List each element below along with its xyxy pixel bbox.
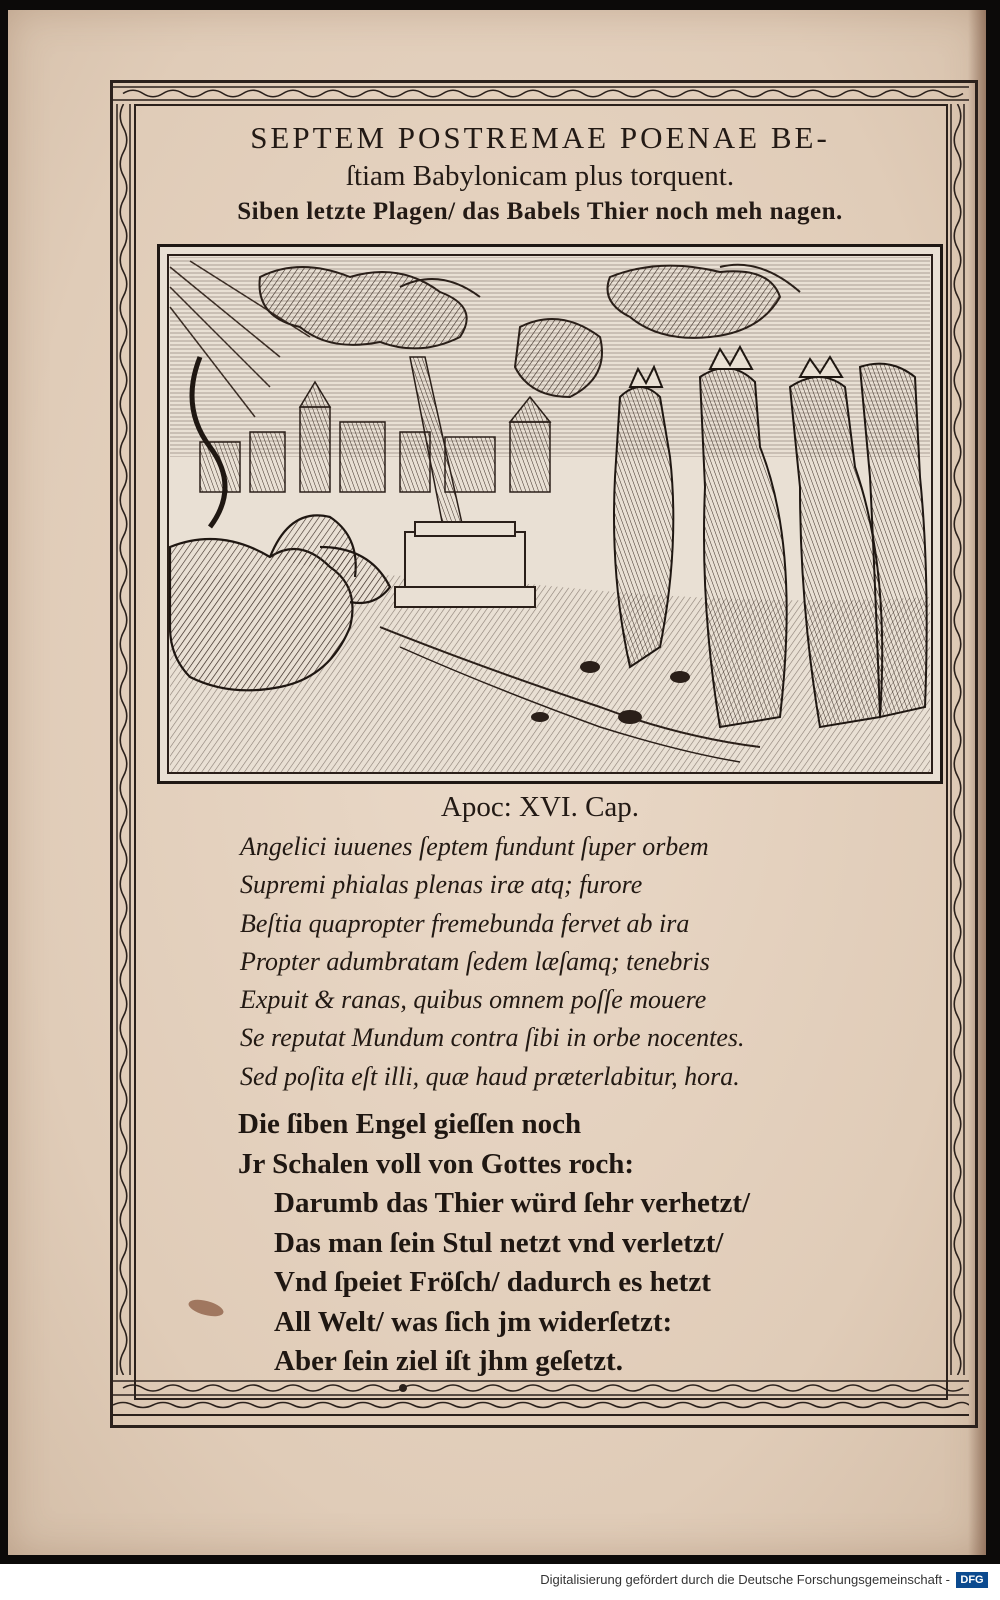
latin-verse-block bbox=[240, 828, 890, 1096]
title-line-3-german: Siben letzte Plagen/ das Babels Thier noch meh nagen. bbox=[237, 198, 843, 225]
funding-credit: Digitalisierung gefördert durch die Deutsche Forschungsgemeinschaft - bbox=[540, 1572, 950, 1587]
latin-verse-line: Sed poſita eſt illi, quæ haud præterlabitur, hora. bbox=[240, 1061, 740, 1091]
chapter-heading: Apoc: XVI. Cap. bbox=[440, 791, 640, 823]
latin-verse-line: Propter adumbratam ſedem læſamq; tenebris bbox=[240, 946, 710, 976]
german-verse-block bbox=[238, 1104, 888, 1381]
german-verse-line: Die ſiben Engel gieſſen noch bbox=[238, 1108, 582, 1140]
latin-verse-line: Supremi phialas plenas iræ atq; furore bbox=[240, 870, 643, 900]
german-verse-line: Vnd ſpeiet Fröſch/ dadurch es hetzt bbox=[274, 1266, 711, 1298]
german-verse-line: Jr Schalen voll von Gottes roch: bbox=[238, 1147, 635, 1180]
latin-verse-line: Beſtia quapropter fremebunda fervet ab ira bbox=[240, 908, 690, 938]
german-verse-line: Darumb das Thier würd ſehr verhetzt/ bbox=[274, 1187, 751, 1219]
dfg-logo-icon[interactable]: DFG bbox=[956, 1572, 988, 1588]
woodcut-illustration bbox=[157, 244, 943, 784]
german-verse-line: Das man ſein Stul netzt vnd verletzt/ bbox=[274, 1226, 724, 1259]
footer-bar bbox=[0, 1564, 1000, 1600]
title-line-1: SEPTEM POSTREMAE POENAE BE- bbox=[250, 120, 830, 155]
latin-verse-line: Angelici iuuenes ſeptem fundunt ſuper orbem bbox=[240, 832, 709, 861]
latin-verse-line: Expuit & ranas, quibus omnem poſſe mouere bbox=[240, 985, 707, 1015]
title-line-2: ſtiam Babylonicam plus torquent. bbox=[345, 160, 735, 192]
german-verse-line: All Welt/ was ſich jm widerſetzt: bbox=[274, 1305, 673, 1338]
latin-verse-line: Se reputat Mundum contra ſibi in orbe nocentes. bbox=[240, 1023, 745, 1053]
german-verse-line: Aber ſein ziel iſt jhm geſetzt. bbox=[274, 1345, 623, 1377]
